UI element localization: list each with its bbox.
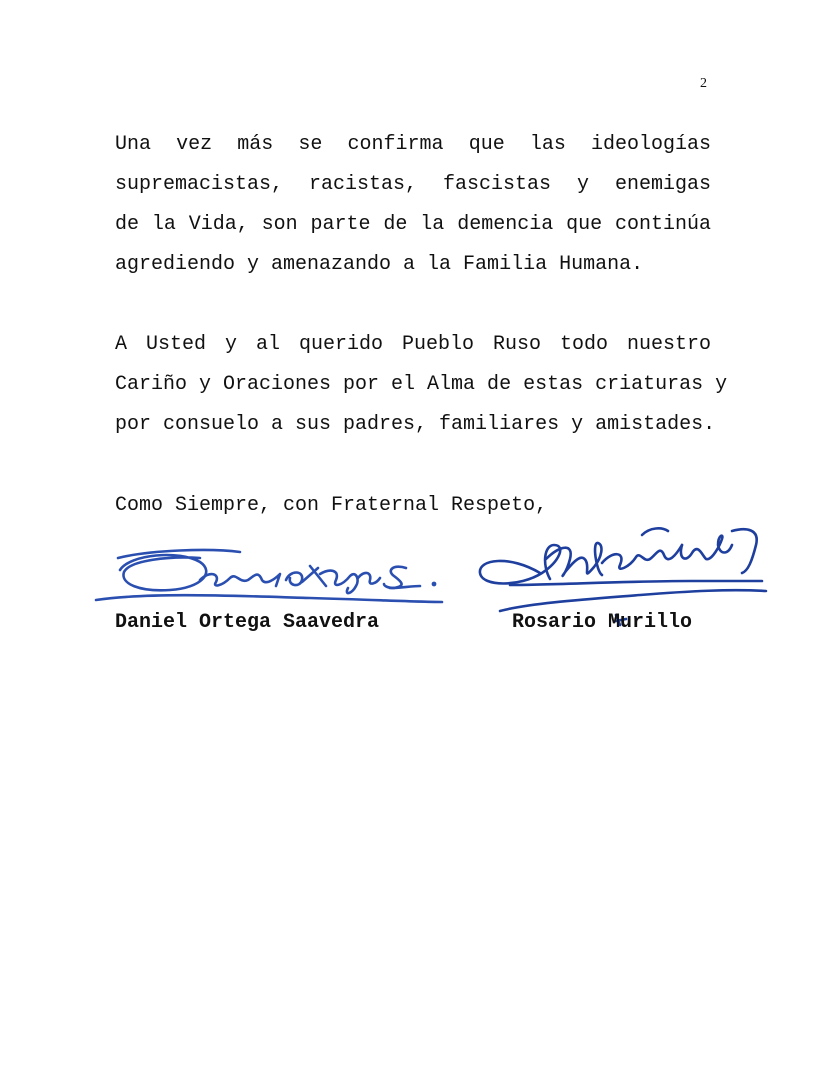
closing-salutation: Como Siempre, con Fraternal Respeto, xyxy=(115,494,548,517)
signer-name-rosario-murillo: Rosario Murillo xyxy=(512,611,693,634)
page-number: 2 xyxy=(700,76,707,91)
signer-name-daniel-ortega: Daniel Ortega Saavedra xyxy=(115,611,380,634)
paragraph-line: Cariño y Oraciones por el Alma de estas criaturas y xyxy=(115,373,728,396)
paragraph-2 xyxy=(115,325,728,445)
paragraph-line: Una vez más se confirma que las ideologías xyxy=(115,133,711,156)
paragraph-line: supremacistas, racistas, fascistas y enemigas xyxy=(115,173,711,196)
paragraph-1 xyxy=(115,125,711,285)
paragraph-line: A Usted y al querido Pueblo Ruso todo nuestro xyxy=(115,333,711,356)
signature-daniel-ortega xyxy=(90,540,450,610)
paragraph-line: de la Vida, son parte de la demencia que continúa xyxy=(115,213,711,236)
paragraph-line: agrediendo y amenazando a la Familia Humana. xyxy=(115,253,644,276)
paragraph-line: por consuelo a sus padres, familiares y amistades. xyxy=(115,413,716,436)
